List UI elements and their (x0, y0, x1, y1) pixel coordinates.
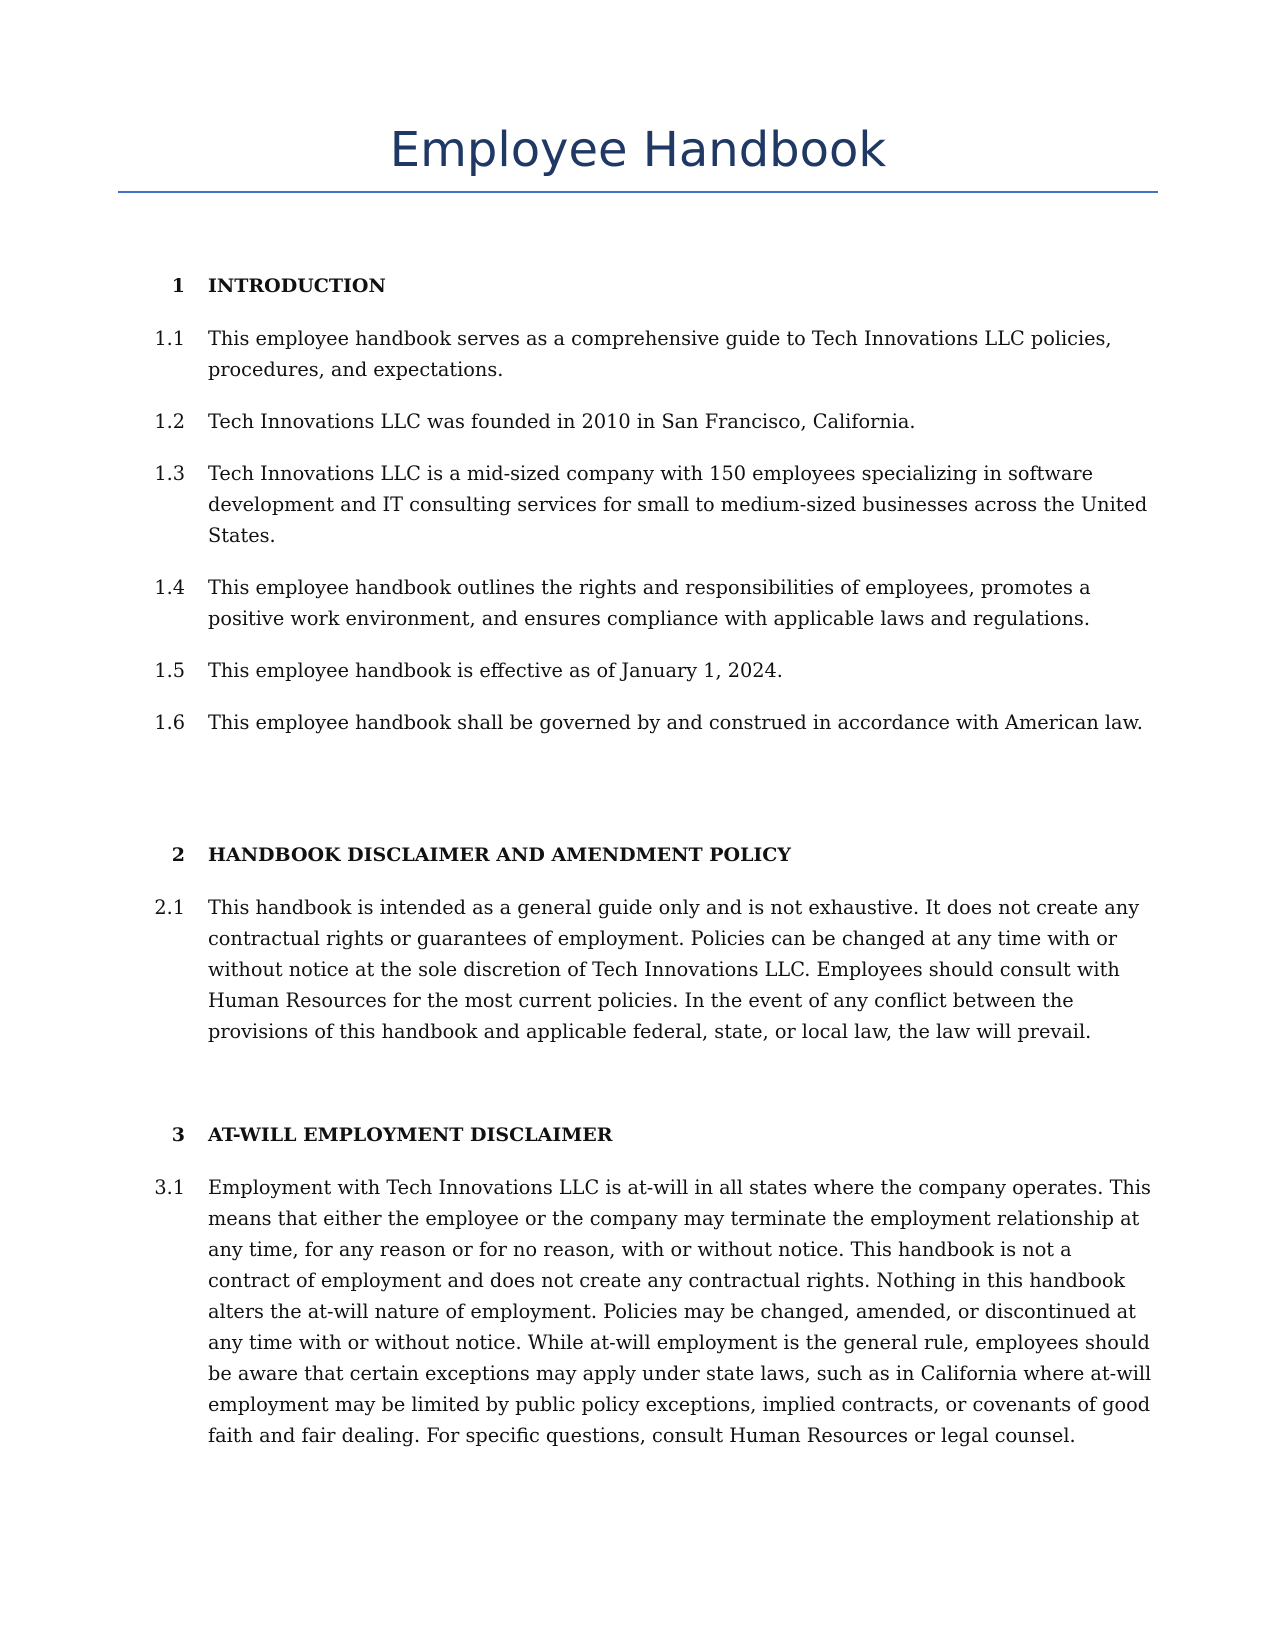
clause-text: This employee handbook serves as a comprehensive guide to Tech Innovations LLC policies, procedures, and expectations. (208, 327, 1112, 381)
section-introduction (118, 271, 1158, 738)
clause-number: 1.4 (154, 576, 185, 599)
clause-1-1 (118, 323, 1158, 385)
clause-text: Tech Innovations LLC was founded in 2010 in San Francisco, California. (208, 410, 916, 433)
clause-number: 1.1 (154, 327, 185, 350)
clause-1-5 (118, 655, 1158, 686)
clause-text: Employment with Tech Innovations LLC is at-will in all states where the company operates. This means that either the employee or the company may terminate the employment relationship at any time, for any reason or for no reason, with or without notice. This handbook is not a contract of employment and does not create any contractual rights. Nothing in this handbook alters the at-will nature of employment. Policies may be changed, amended, or discontinued at any time with or without notice. While at-will employment is the general rule, employees should be aware that certain exceptions may apply under state laws, such as in California where at-will employment may be limited by public policy exceptions, implied contracts, or covenants of good faith and fair dealing. For specific questions, consult Human Resources or legal counsel. (208, 1176, 1152, 1447)
document-title: Employee Handbook (389, 122, 887, 178)
clause-1-4 (118, 572, 1158, 634)
section-title: INTRODUCTION (208, 275, 386, 297)
section-number: 3 (171, 1124, 185, 1146)
clause-number: 1.2 (154, 410, 185, 433)
section-heading (118, 1120, 1158, 1151)
section-handbook-disclaimer (118, 840, 1158, 1047)
clause-text: This employee handbook outlines the rights and responsibilities of employees, promotes a positive work environment, and ensures compliance with applicable laws and regulations. (208, 576, 1091, 630)
clause-text: This employee handbook shall be governed by and construed in accordance with American law. (208, 711, 1143, 734)
section-heading (118, 271, 1158, 302)
title-underline-rule (118, 191, 1158, 193)
section-title: HANDBOOK DISCLAIMER AND AMENDMENT POLICY (208, 844, 791, 866)
clause-2-1 (118, 892, 1158, 1047)
clause-1-3 (118, 458, 1158, 551)
clause-number: 1.6 (154, 711, 185, 734)
section-number: 1 (171, 275, 185, 297)
section-at-will-employment (118, 1120, 1158, 1451)
clause-1-6 (118, 707, 1158, 738)
section-number: 2 (171, 844, 185, 866)
clause-text: This employee handbook is effective as of January 1, 2024. (208, 659, 783, 682)
clause-text: Tech Innovations LLC is a mid-sized company with 150 employees specializing in software development and IT consulting services for small to medium-sized businesses across the United States. (208, 462, 1148, 547)
clause-number: 1.5 (154, 659, 185, 682)
clause-1-2 (118, 406, 1158, 437)
section-heading (118, 840, 1158, 871)
clause-number: 2.1 (154, 896, 185, 919)
clause-number: 3.1 (154, 1176, 185, 1199)
section-title: AT-WILL EMPLOYMENT DISCLAIMER (208, 1124, 613, 1146)
clause-text: This handbook is intended as a general guide only and is not exhaustive. It does not create any contractual rights or guarantees of employment. Policies can be changed at any time with or without notice at the sole discretion of Tech Innovations LLC. Employees should consult with Human Resources for the most current policies. In the event of any conflict between the provisions of this handbook and applicable federal, state, or local law, the law will prevail. (208, 896, 1140, 1043)
clause-number: 1.3 (154, 462, 185, 485)
clause-3-1 (118, 1172, 1158, 1451)
